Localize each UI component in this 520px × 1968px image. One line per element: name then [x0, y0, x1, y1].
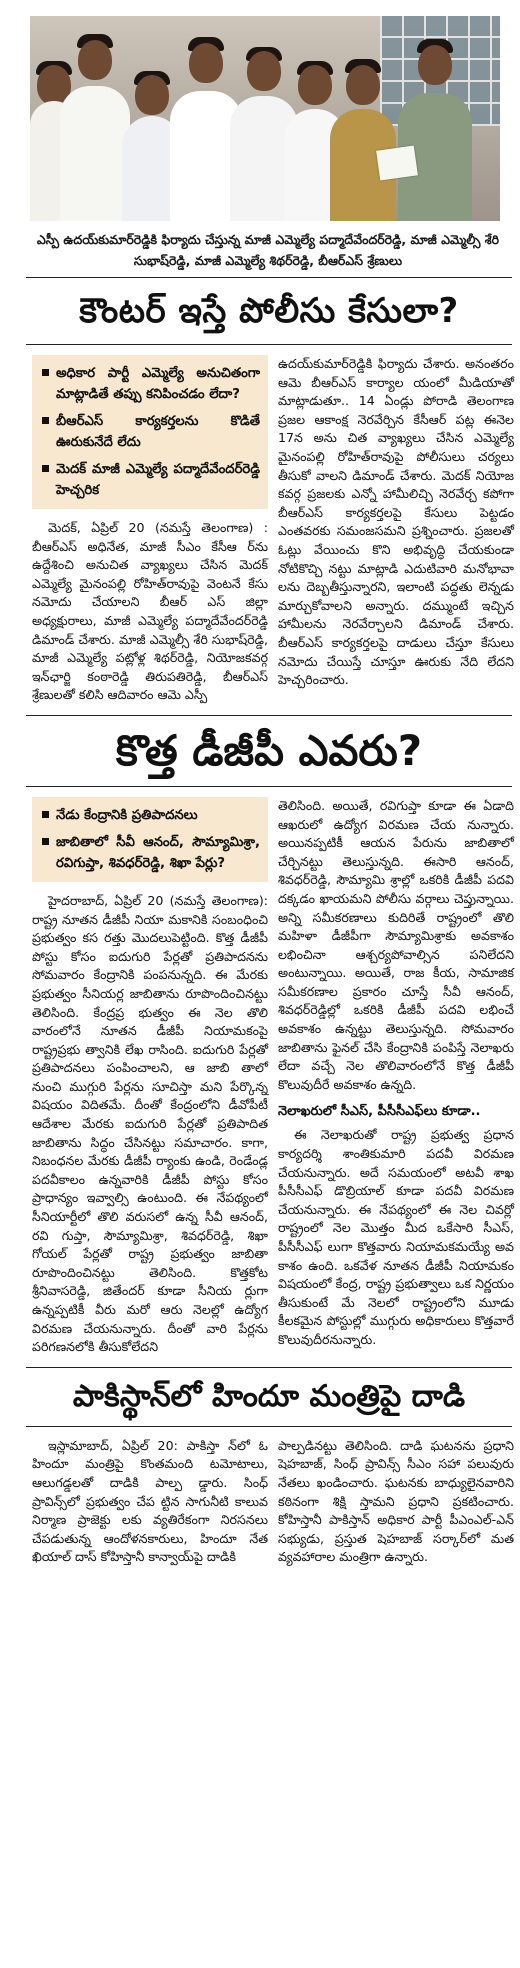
- highlight-item: నేడు కేంద్రానికి ప్రతిపాదనలు: [42, 805, 260, 826]
- divider: [26, 1426, 512, 1427]
- highlights-box: [32, 355, 268, 509]
- headline-new-dgp: కొత్త డీజీపీ ఎవరు?: [115, 725, 423, 775]
- highlight-item: మెదక్ మాజీ ఎమ్మెల్యే పద్మాదేవేందర్‌రెడ్డి హెచ్చరిక: [42, 459, 260, 501]
- article-column-left: [32, 355, 268, 705]
- person-figure: [398, 33, 472, 221]
- article-body: హైదరాబాద్, ఏప్రిల్ 20 (నమస్తే తెలంగాణ): రాష్ట్ర నూతన డీజీపీ నియా మకానికి సంబంధించి ప్రభుత్వం కస రత్తు మొదలుపెట్టింది. కొత్త డీజీపీ పోస్టు కోసం ఐదుగురి పేర్లతో ప్రతిపాదనను సోమవారం కేంద్రానికి పంపనున్నది. ఈ మేరకు ప్రభుత్వం సీనియర్ల జాబితాను రూపొందించినట్టు తెలిసింది. కేంద్రప్ర భుత్వం ఈ నెల తొలి వారంలోనే నూతన డీజీపీ నియామకంపై రాష్ట్రప్రభు త్వానికి లేఖ రాసింది. ఐదుగురి పేర్లతో ప్రతిపాదనలు పంపించాలని, ఆ జాబి తాలో నుంచి ముగ్గురి పేర్లను సూచిస్తా మని పేర్కొన్న విషయం విదితమే. దీంతో కేంద్రంలోని డీవోపీటీ ఆదేశాల మేరకు ఐదుగురి పేర్లతో ప్రతిపాదిత జాబితాను సిద్ధం చేసినట్టు సమాచారం. కాగా, నిబంధనల మేరకు డీజీపీ ర్యాంకు ఉండి, రెండేండ్ల పదవీకాలం ఉన్నవారికి డీజీపీ పోస్టు కోసం ప్రాధాన్యం ఇవ్వాల్సి ఉంటుంది. ఈ నేపథ్యంలో సీనియార్టీలో తొలి వరుసలో ఉన్న సీవీ ఆనంద్, రవి గుప్తా, సౌమ్యామిశ్రా, శివధర్‌రెడ్డి, శిఖా గోయల్ పేర్లతో రాష్ట్ర ప్రభుత్వం జాబితా రూపొందించినట్టు తెలిసింది. కొత్తకోట శ్రీనివాసరెడ్డి, జితేందర్ కూడా సీనియ ర్లుగా ఉన్నప్పటికీ వీరు మరో ఆరు నెలల్లో ఉద్యోగ విరమణ చేయనున్నారు. దీంతో వారి పేర్లను పరిగణనలోకి తీసుకోలేదని: [32, 892, 268, 1355]
- article-body: తెలిసింది. అయితే, రవిగుప్తా కూడా ఈ ఏడాది ఆఖరులో ఉద్యోగ విరమణ చేయ నున్నారు. అయినప్పటికీ ఆయన పేరును జాబితాలో చేర్చినట్టు తెలుస్తున్నది. ఈసారి ఆనంద్, శివధర్‌రెడ్డి, సౌమ్యామి శ్రాల్లో ఒకరికి డీజీపీ పదవి దక్కడం ఖాయమని పోలీసు వర్గాలు చెప్తున్నాయి. అన్ని సమీకరణాలు కుదిరితే రాష్ట్రంలో తొలి మహిళా డీజీపీగా సౌమ్యామిశ్రాకు అవకాశం లభించినా ఆశ్చర్యపోవాల్సిన పనిలేదని అంటున్నాయి. అయితే, రాజ కీయ, సామాజిక సమీకరణాల ప్రకారం చూస్తే సీవీ ఆనంద్, శివధర్‌రెడ్డిల్లో ఒకరికి డీజీపీ పదవి లభించే అవకాశం ఉన్నట్టు తెలుస్తున్నది. సోమవారం జాబితాను ఫైనల్ చేసి కేంద్రానికి పంపిస్తే నెలాఖరు లేదా వచ్చే నెల తొలివారంలోనే కొత్త డీజీపీ కొలువుదీరే అవకాశం ఉన్నది.: [278, 797, 514, 1092]
- divider: [26, 786, 512, 787]
- news-photo: [30, 16, 500, 221]
- divider: [26, 344, 512, 345]
- article-counter-police-case: [32, 355, 514, 705]
- highlights-box: [32, 797, 268, 882]
- article-body: ఉదయ్‌కుమార్‌రెడ్డికి ఫిర్యాదు చేశారు. అనంతరం ఆమె బీఆర్‌ఎస్ కార్యాల యంలో మీడియాతో మాట్లాడుతూ.. 14 ఏండ్లు పోరాడి తెలంగాణ ప్రజల ఆకాంక్ష నెరవేర్చిన కేసీఆర్ పట్ల ఈనెల 17న అను చిత వ్యాఖ్యలు చేసిన ఎమ్మెల్యే మైనంపల్లి రోహిత్‌రావుపై పోలీసులు చర్యలు తీసుకో వాలని డిమాండ్ చేశారు. మెదక్ నియోజ కవర్గ ప్రజలకు ఎన్నో హామీలిచ్చి నెరవేర్చ కపోగా బీఆర్‌ఎస్ కార్యకర్తలపై కేసులు పెట్టడం ఎంతవరకు సమంజసమని ప్రశ్నించారు. ప్రజలతో ఓట్లు వేయించు కొని అభివృద్ధి చేయకుండా నోటికొచ్చి నట్టు మాట్లాడి ఎదుటివారి మనోభావా లను దెబ్బతీస్తున్నారని, ఇలాంటి పద్ధతు లెన్నడు మార్చుకోవాలని అన్నారు. దమ్ముంటే ఇచ్చిన హామీలను నెరవేర్చాలని డిమాండ్ చేశారు. బీఆర్‌ఎస్ కార్యకర్తలపై దాడులు చేస్తూ కేసులు నమోదు చేయిస్తే చూస్తూ ఊరుకు నేది లేదని హెచ్చరించారు.: [278, 356, 514, 688]
- article-body: ఇస్లామాబాద్, ఏప్రిల్ 20: పాకిస్తా న్‌లో ఓ హిందూ మంత్రిపై కొంతమంది టమోటాలు, ఆలుగడ్డలతో దాడికి పాల్ప డ్డారు. సింధ్ ప్రావిన్స్‌లో ప్రభుత్వం చేప ట్టిన సాగునీటి కాలువ నిర్మాణ ప్రాజెక్టు లకు వ్యతిరేకంగా నిరసనలు చేపడుతున్న ఆందోళనకారులు, హిందూ నేత ఖియాల్ దాస్ కోహిస్తానీ కాన్వాయ్‌పై దాడికి: [32, 1437, 268, 1565]
- highlight-item: అధికార పార్టీ ఎమ్మెల్యే అనుచితంగా మాట్లాడితే తప్పు కనిపించడం లేదా?: [42, 363, 260, 405]
- article-body: పాల్పడినట్టు తెలిసింది. దాడి ఘటనను ప్రధాని షెహబాజ్, సింధ్ ప్రావిన్స్ సీఎం సహా పలువురు నేతలు ఖండించారు. ఘటనకు బాధ్యులైనవారిని కఠినంగా శిక్షి స్తామని ప్రధాని ప్రకటించారు. కోహిస్తానీ పాకిస్తాన్ అధికార పార్టీ పీఎంఎల్-ఎన్ సభ్యుడు, ప్రస్తుత షెహబాజ్ సర్కార్‌లో మత వ్యవహారాల మంత్రిగా ఉన్నారు.: [278, 1437, 514, 1565]
- person-figure: [330, 49, 396, 221]
- complaint-paper: [376, 146, 418, 181]
- article-pakistan-hindu-minister: [32, 1437, 514, 1567]
- article-column-left: [32, 797, 268, 1357]
- person-figure: [60, 26, 130, 221]
- article-column-right: [278, 797, 514, 1357]
- headline-counter-police-case: కౌంటర్ ఇస్తే పోలీసు కేసులా?: [79, 291, 459, 331]
- article-subhead: నెలాఖరులో సీఎస్, పీసీసీఎఫ్‌లు కూడా..: [278, 1104, 481, 1120]
- article-body: మెదక్, ఏప్రిల్ 20 (నమస్తే తెలంగాణ) : బీఆర్‌ఎస్ అధినేత, మాజీ సీఎం కేసీఆ ర్‌ను ఉద్దేశించి అనుచిత వ్యాఖ్యలు చేసిన మెదక్ ఎమ్మెల్యే మైనంపల్లి రోహిత్‌రావుపై వెంటనే కేసు నమోదు చేయాలని బీఆర్ ఎస్ జిల్లా అధ్యక్షురాలు, మాజీ ఎమ్మెల్యే పద్మాదేవేందర్‌రెడ్డి డిమాండ్ చేశారు. మాజీ ఎమ్మెల్సీ శేరి సుభాష్‌రెడ్డి, మాజీ ఎమ్మెల్యే పట్లోళ్ల శిథర్‌రెడ్డి, నియోజకవర్గ ఇన్‌ఛార్జి కంఠారెడ్డి తిరుపతిరెడ్డి, బీఆర్‌ఎస్ శ్రేణులతో కలిసి ఆదివారం ఆమె ఎస్పీ: [32, 520, 268, 703]
- highlight-item: బీఆర్‌ఎస్ కార్యకర్తలను కొడితే ఊరుకునేదే లేదు: [42, 411, 260, 453]
- article-body: ఈ నెలాఖరుతో రాష్ట్ర ప్రభుత్వ ప్రధాన కార్యదర్శి శాంతికుమారి పదవీ విరమణ చేయనున్నారు. అదే సమయంలో అటవీ శాఖ పీసీసీఎఫ్ డొబ్రియాల్ కూడా పదవీ విరమణ చేయనున్నారు. ఈ నేపథ్యంలో ఈ నెల చివర్లో రాష్ట్రంలో నెల మొత్తం మీద ఒకేసారి సీఎస్, పీసీసీఎఫ్‌ లుగా కొత్తవారు నియామకమయ్యే అవ కాశం ఉంది. ఒకవేళ నూతన డీజీపీ నియామకం విషయంలో కేంద్ర, రాష్ట్ర ప్రభుత్వాలు ఒక నిర్ణయం తీసుకుంటే మే నెలలో రాష్ట్రంలోని మూడు కీలకమైన పోస్టుల్లో ముగ్గురు అధికారులు కొత్తవారే కొలువుదీరనున్నారు.: [278, 1127, 514, 1347]
- article-column-right: [278, 355, 514, 705]
- article-column-right: [278, 1437, 514, 1567]
- highlight-item: జాబితాలో సీవీ ఆనంద్, సౌమ్యామిశ్రా, రవిగుప్తా, శివధర్‌రెడ్డి, శిఖా పేర్లు?: [42, 832, 260, 874]
- article-new-dgp: [32, 797, 514, 1357]
- photo-caption: ఎస్పీ ఉదయ్‌కుమార్‌రెడ్డికి ఫిర్యాదు చేస్తున్న మాజీ ఎమ్మెల్యే పద్మాదేవేందర్‌రెడ్డి, మాజీ ఎమ్మెల్సీ శేరి సుభాష్‌రెడ్డి, మాజీ ఎమ్మెల్యే శిథర్‌రెడ్డి, బీఆర్‌ఎస్ శ్రేణులు: [36, 232, 500, 268]
- article-column-left: [32, 1437, 268, 1567]
- headline-pakistan-hindu-minister: పాకిస్థాన్‌లో హిందూ మంత్రిపై దాడి: [72, 1378, 466, 1414]
